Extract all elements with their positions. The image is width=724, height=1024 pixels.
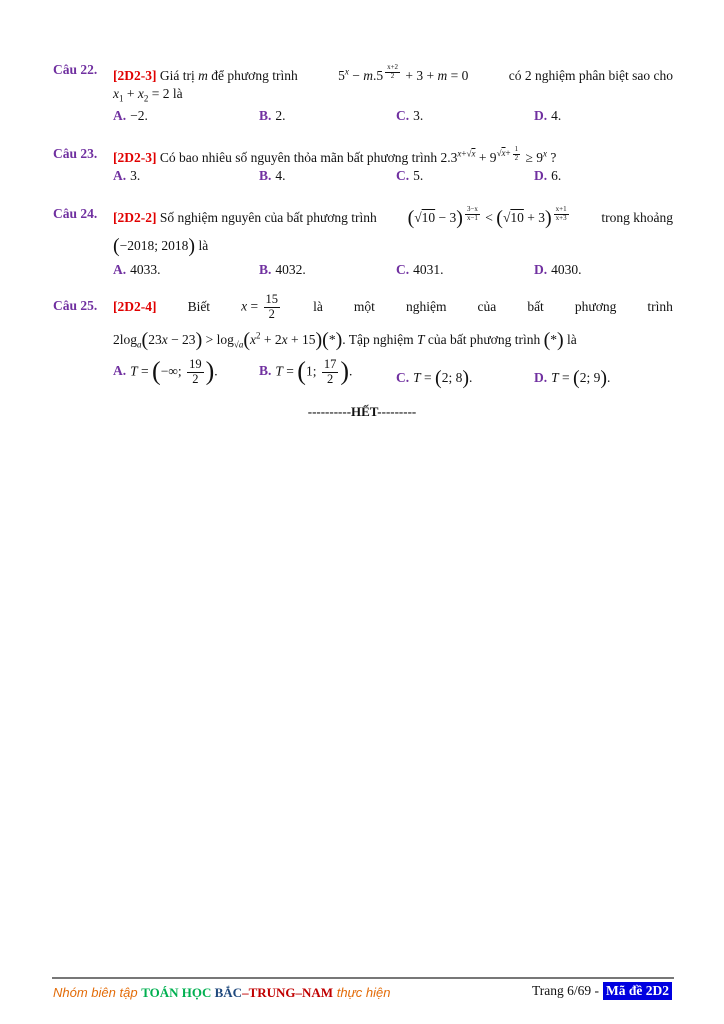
answer-options — [113, 168, 673, 188]
option-b[interactable]: B. T = (1; $\frac{17}{2}$ ). — [259, 356, 353, 386]
math-expression: $2\log_a(23x - 23) > \log_{√a}(x^2 + 2x + 15)(*)$. — [113, 329, 346, 351]
question-tag: [2D2-3] — [113, 67, 157, 83]
question-stem-line-2: (−2018; 2018) là — [113, 235, 209, 257]
answer-options — [113, 358, 673, 398]
footer-page-info — [532, 982, 672, 1000]
question-number: Câu 23. — [53, 146, 98, 161]
question-stem-line-1: [2D2-3] Giá trị m để phương trình $5^x - m.5$ $^{\frac{x+2}{2}}$ + 3 + m = 0 có 2 nghiệm phân biệt sao cho — [113, 63, 673, 83]
question-number: Câu 22. — [53, 62, 98, 77]
question-stem-line-2: $2\log_a(23x - 23) > \log_{√a}(x^2 + 2x + 15)(*)$. Tập nghiệm T của bất phương trình (*) là — [113, 329, 577, 351]
option-d[interactable]: D. 6. — [534, 168, 562, 183]
option-a[interactable]: A. 3. — [113, 168, 141, 183]
math-expression: $5^x - m.5$ $^{\frac{x+2}{2}}$ + 3 + m = 0 — [338, 63, 469, 83]
option-b[interactable]: B. 4. — [259, 168, 286, 183]
option-d[interactable]: D. 4030. — [534, 262, 582, 277]
option-c[interactable]: C. 3. — [396, 108, 424, 123]
option-d[interactable]: D. T = (2; 9). — [534, 367, 611, 389]
option-b[interactable]: B. 2. — [259, 108, 286, 123]
question-number: Câu 24. — [53, 206, 98, 221]
option-a[interactable]: A. −2. — [113, 108, 148, 123]
question-tag: [2D2-2] — [113, 209, 157, 225]
option-a[interactable]: A. T = (−∞; $\frac{19}{2}$ ). — [113, 356, 218, 386]
option-c[interactable]: C. 4031. — [396, 262, 444, 277]
option-d[interactable]: D. 4. — [534, 108, 562, 123]
math-expression: (√10 − 3) $^{\frac{3-x}{x-1}}$ < (√10 + 3) $^{\frac{x+1}{x+3}}$ — [407, 205, 567, 229]
option-c[interactable]: C. T = (2; 8). — [396, 367, 473, 389]
option-c[interactable]: C. 5. — [396, 168, 424, 183]
question-number: Câu 25. — [53, 298, 98, 313]
option-a[interactable]: A. 4033. — [113, 262, 161, 277]
page-number: Trang 6/69 - — [531, 983, 599, 998]
question-stem-line-2: $x_1 + x_2 = 2$ là — [113, 86, 183, 104]
answer-options — [113, 108, 673, 128]
answer-options — [113, 262, 673, 282]
option-b[interactable]: B. 4032. — [259, 262, 306, 277]
math-expression: x = $\frac{15}{2}$ — [241, 291, 278, 321]
question-stem-line-1: [2D2-4] Biết x = $\frac{15}{2}$ là một nghiệm của bất phương trình — [113, 291, 673, 321]
footer-credit: Nhóm biên tập TOÁN HỌC BẮC–TRUNG–NAM thực hiện — [53, 985, 391, 1000]
math-expression: $2.3^{x+√x} + 9^{√x+ \frac{1}{2}}$ ≥ $9^x$ ? — [440, 145, 557, 165]
footer-divider — [52, 977, 674, 979]
exam-code-badge: Mã đề 2D2 — [603, 982, 672, 1000]
question-stem-line-1: [2D2-3] Có bao nhiêu số nguyên thỏa mãn bất phương trình $2.3^{x+√x} + 9^{√x+ \frac{1}{2}}$ ≥ $9^x$ ? — [113, 145, 557, 165]
end-marker: ----------HẾT--------- — [307, 404, 417, 419]
question-stem-line-1: [2D2-2] Số nghiệm nguyên của bất phương trình (√10 − 3) $^{\frac{3-x}{x-1}}$ < (√10 + 3) $^{\frac{x+1}{x+3}}$ trong khoảng — [113, 205, 673, 229]
question-tag: [2D2-3] — [113, 149, 157, 165]
question-tag: [2D2-4] — [113, 299, 157, 314]
